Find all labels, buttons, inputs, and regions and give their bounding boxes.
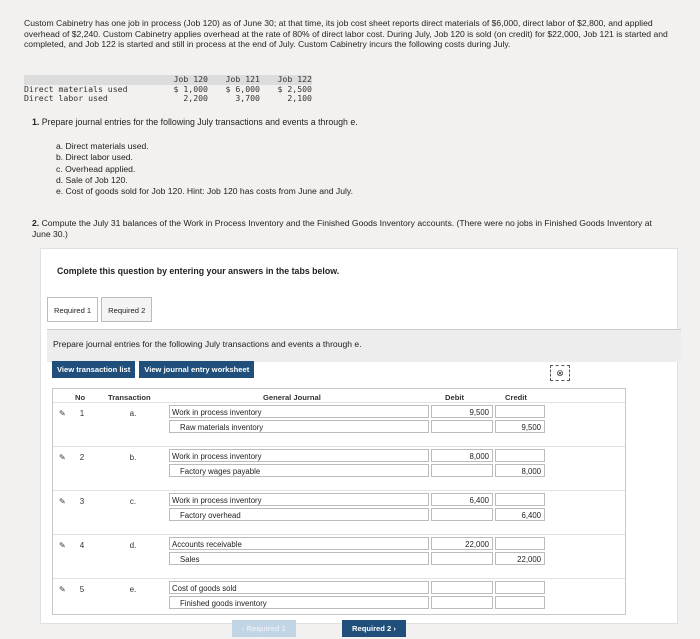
view-transaction-list-button[interactable]: View transaction list bbox=[52, 361, 135, 378]
debit-row-credit-field[interactable] bbox=[495, 581, 545, 594]
credit-account-field[interactable]: Sales bbox=[169, 552, 429, 565]
cost-cell: $ 1,000 bbox=[173, 83, 208, 94]
row-number: 4 bbox=[79, 541, 85, 550]
debit-account-field[interactable]: Accounts receivable bbox=[169, 537, 429, 550]
question-1-text: Prepare journal entries for the following July transactions and events a through e. bbox=[41, 117, 358, 127]
next-required-button[interactable]: Required 2 › bbox=[342, 620, 406, 637]
credit-row-debit-field[interactable] bbox=[431, 552, 493, 565]
debit-row-credit-field[interactable] bbox=[495, 405, 545, 418]
cost-header-job122: Job 122 bbox=[277, 74, 312, 84]
debit-row-credit-field[interactable] bbox=[495, 537, 545, 550]
credit-row-debit-field[interactable] bbox=[431, 596, 493, 609]
journal-row bbox=[53, 534, 625, 579]
question-1-number: 1. bbox=[32, 117, 40, 127]
row-transaction: a. bbox=[129, 409, 137, 418]
cost-row-labor bbox=[24, 94, 312, 104]
debit-account-field[interactable]: Work in process inventory bbox=[169, 449, 429, 462]
credit-account-field[interactable]: Factory wages payable bbox=[169, 464, 429, 477]
question-2-text: Compute the July 31 balances of the Work in Process Inventory and the Finished Goods Inventory accounts. (There were no jobs in Finished Goods Inventory at June 30.) bbox=[32, 218, 652, 239]
credit-amount-field[interactable]: 8,000 bbox=[495, 464, 545, 477]
row-transaction: c. bbox=[129, 497, 137, 506]
debit-amount-field[interactable]: 8,000 bbox=[431, 449, 493, 462]
credit-amount-field[interactable]: 6,400 bbox=[495, 508, 545, 521]
row-number: 2 bbox=[79, 453, 85, 462]
row-transaction: d. bbox=[129, 541, 137, 550]
tab-subheader-text: Prepare journal entries for the following July transactions and events a through e. bbox=[53, 339, 362, 349]
cost-cell: $ 6,000 bbox=[225, 83, 260, 94]
next-nav bbox=[342, 620, 406, 637]
credit-account-field[interactable]: Factory overhead bbox=[169, 508, 429, 521]
credit-amount-field[interactable]: 9,500 bbox=[495, 420, 545, 433]
credit-amount-field[interactable]: 22,000 bbox=[495, 552, 545, 565]
header-credit: Credit bbox=[505, 393, 527, 402]
credit-account-field[interactable]: Finished goods inventory bbox=[169, 596, 429, 609]
pencil-icon[interactable]: ✎ bbox=[59, 541, 66, 550]
debit-amount-field[interactable]: 6,400 bbox=[431, 493, 493, 506]
debit-account-field[interactable]: Work in process inventory bbox=[169, 493, 429, 506]
cost-cell: 3,700 bbox=[235, 93, 260, 104]
transaction-item: d. Sale of Job 120. bbox=[56, 174, 128, 185]
debit-row-credit-field[interactable] bbox=[495, 493, 545, 506]
problem-intro: Custom Cabinetry has one job in process (Job 120) as of June 30; at that time, its job cost sheet reports direct materials of $6,000, direct labor of $2,800, and applied overhead of $2,240. Custom Cabinetry applies overhead at the rate of 80% of direct labor cost. During July, Job 120 is sold (on credit) for $22,000, Job 121 is started and completed, and Job 122 is started and still in process at the end of July. Custom Cabinetry incurs the following costs during July. bbox=[24, 18, 668, 50]
cost-header-job120: Job 120 bbox=[173, 74, 208, 84]
cost-table bbox=[24, 75, 312, 104]
credit-account-field[interactable]: Raw materials inventory bbox=[169, 420, 429, 433]
transaction-item: b. Direct labor used. bbox=[56, 152, 133, 163]
tab-subheader bbox=[47, 329, 681, 362]
prev-required-button[interactable]: ‹ Required 1 bbox=[232, 620, 296, 637]
worksheet-buttons bbox=[52, 361, 258, 378]
debit-amount-field[interactable]: 9,500 bbox=[431, 405, 493, 418]
cost-row-label: Direct labor used bbox=[24, 93, 108, 104]
prev-nav bbox=[232, 620, 296, 637]
required-tabs bbox=[47, 297, 155, 322]
tab-required-2[interactable]: Required 2 bbox=[101, 297, 152, 322]
question-1 bbox=[32, 117, 358, 127]
debit-account-field[interactable]: Cost of goods sold bbox=[169, 581, 429, 594]
question-2-number: 2. bbox=[32, 218, 40, 228]
journal-row bbox=[53, 578, 625, 623]
debit-row-credit-field[interactable] bbox=[495, 449, 545, 462]
view-journal-worksheet-button[interactable]: View journal entry worksheet bbox=[139, 361, 254, 378]
transaction-item: c. Overhead applied. bbox=[56, 163, 136, 174]
cost-cell: 2,200 bbox=[183, 93, 208, 104]
cost-row-label: Direct materials used bbox=[24, 83, 128, 94]
journal-table bbox=[52, 388, 626, 615]
journal-row bbox=[53, 446, 625, 491]
pencil-icon[interactable]: ✎ bbox=[59, 453, 66, 462]
journal-row bbox=[53, 490, 625, 535]
complete-instructions: Complete this question by entering your answers in the tabs below. bbox=[57, 266, 340, 276]
pencil-icon[interactable]: ✎ bbox=[59, 585, 66, 594]
header-general-journal: General Journal bbox=[263, 393, 321, 402]
journal-row bbox=[53, 402, 625, 447]
debit-amount-field[interactable]: 22,000 bbox=[431, 537, 493, 550]
transaction-item: e. Cost of goods sold for Job 120. Hint: Job 120 has costs from June and July. bbox=[56, 186, 353, 197]
credit-row-debit-field[interactable] bbox=[431, 420, 493, 433]
pencil-icon[interactable]: ✎ bbox=[59, 409, 66, 418]
header-debit: Debit bbox=[445, 393, 464, 402]
transaction-item: a. Direct materials used. bbox=[56, 141, 149, 151]
debit-account-field[interactable]: Work in process inventory bbox=[169, 405, 429, 418]
transaction-items bbox=[56, 141, 353, 197]
credit-amount-field[interactable] bbox=[495, 596, 545, 609]
cost-cell: $ 2,500 bbox=[277, 83, 312, 94]
credit-row-debit-field[interactable] bbox=[431, 464, 493, 477]
row-number: 1 bbox=[79, 409, 85, 418]
close-icon[interactable]: ⊗ bbox=[550, 365, 570, 381]
debit-amount-field[interactable] bbox=[431, 581, 493, 594]
header-transaction: Transaction bbox=[108, 393, 151, 402]
cost-header-job121: Job 121 bbox=[225, 74, 260, 84]
row-number: 3 bbox=[79, 497, 85, 506]
row-transaction: b. bbox=[129, 453, 137, 462]
question-2 bbox=[32, 218, 662, 239]
row-number: 5 bbox=[79, 585, 85, 594]
credit-row-debit-field[interactable] bbox=[431, 508, 493, 521]
cost-cell: 2,100 bbox=[287, 93, 312, 104]
header-no: No bbox=[75, 393, 86, 402]
pencil-icon[interactable]: ✎ bbox=[59, 497, 66, 506]
tab-required-1[interactable]: Required 1 bbox=[47, 297, 98, 322]
row-transaction: e. bbox=[129, 585, 137, 594]
